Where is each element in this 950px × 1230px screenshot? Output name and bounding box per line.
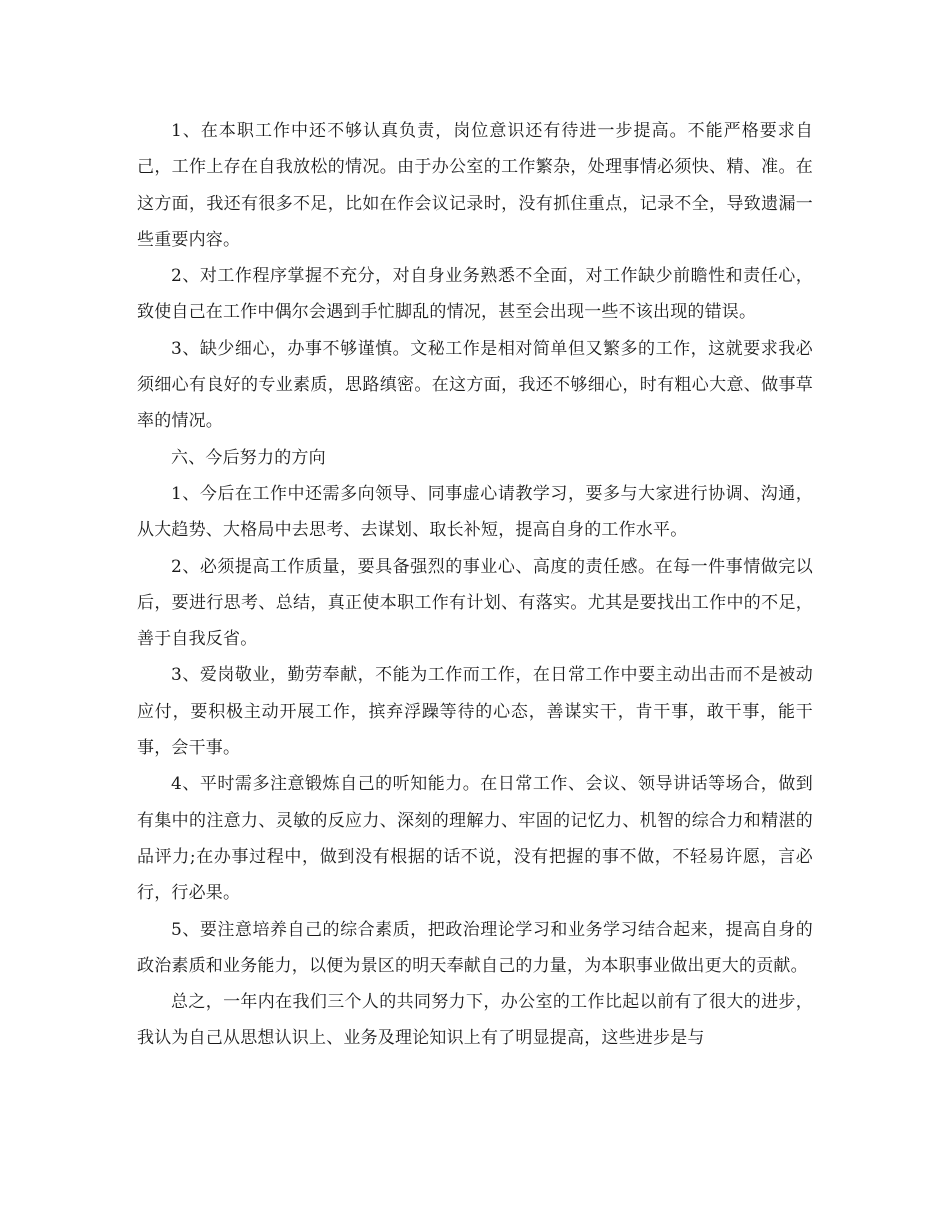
paragraph-3: 3、缺少细心，办事不够谨慎。文秘工作是相对简单但又繁多的工作，这就要求我必须细心有良好的专业素质，思路缜密。在这方面，我还不够细心，时有粗心大意、做事草率的情况。 <box>137 338 813 432</box>
paragraph-9: 总之，一年内在我们三个人的共同努力下，办公室的工作比起以前有了很大的进步，我认为自己从思想认识上、业务及理论知识上有了明显提高，这些进步是与 <box>137 992 813 1049</box>
paragraph-4: 1、今后在工作中还需多向领导、同事虚心请教学习，要多与大家进行协调、沟通，从大趋势、大格局中去思考、去谋划、取长补短，提高自身的工作水平。 <box>137 483 813 541</box>
paragraph-5: 2、必须提高工作质量，要具备强烈的事业心、高度的责任感。在每一件事情做完以后，要进行思考、总结，真正使本职工作有计划、有落实。尤其是要找出工作中的不足，善于自我反省。 <box>137 556 813 650</box>
paragraph-6: 3、爱岗敬业，勤劳奉献，不能为工作而工作，在日常工作中要主动出击而不是被动应付，要积极主动开展工作，摈弃浮躁等待的心态，善谋实干，肯干事，敢干事，能干事，会干事。 <box>137 665 813 759</box>
document-body <box>137 113 813 1057</box>
paragraph-8: 5、要注意培养自己的综合素质，把政治理论学习和业务学习结合起来，提高自身的政治素质和业务能力，以便为景区的明天奉献自己的力量，为本职事业做出更大的贡献。 <box>137 919 813 976</box>
paragraph-2: 2、对工作程序掌握不充分，对自身业务熟悉不全面，对工作缺少前瞻性和责任心，致使自己在工作中偶尔会遇到手忙脚乱的情况，甚至会出现一些不该出现的错误。 <box>137 266 813 323</box>
paragraph-1: 1、在本职工作中还不够认真负责，岗位意识还有待进一步提高。不能严格要求自己，工作上存在自我放松的情况。由于办公室的工作繁杂，处理事情必须快、精、准。在这方面，我还有很多不足，比如在作会议记录时，没有抓住重点，记录不全，导致遗漏一些重要内容。 <box>137 121 813 250</box>
paragraph-7: 4、平时需多注意锻炼自己的听知能力。在日常工作、会议、领导讲话等场合，做到有集中的注意力、灵敏的反应力、深刻的理解力、牢固的记忆力、机智的综合力和精湛的品评力;在办事过程中，做到没有根据的话不说，没有把握的事不做，不轻易许愿，言必行，行必果。 <box>137 774 813 904</box>
section-heading: 六、今后努力的方向 <box>171 447 326 468</box>
